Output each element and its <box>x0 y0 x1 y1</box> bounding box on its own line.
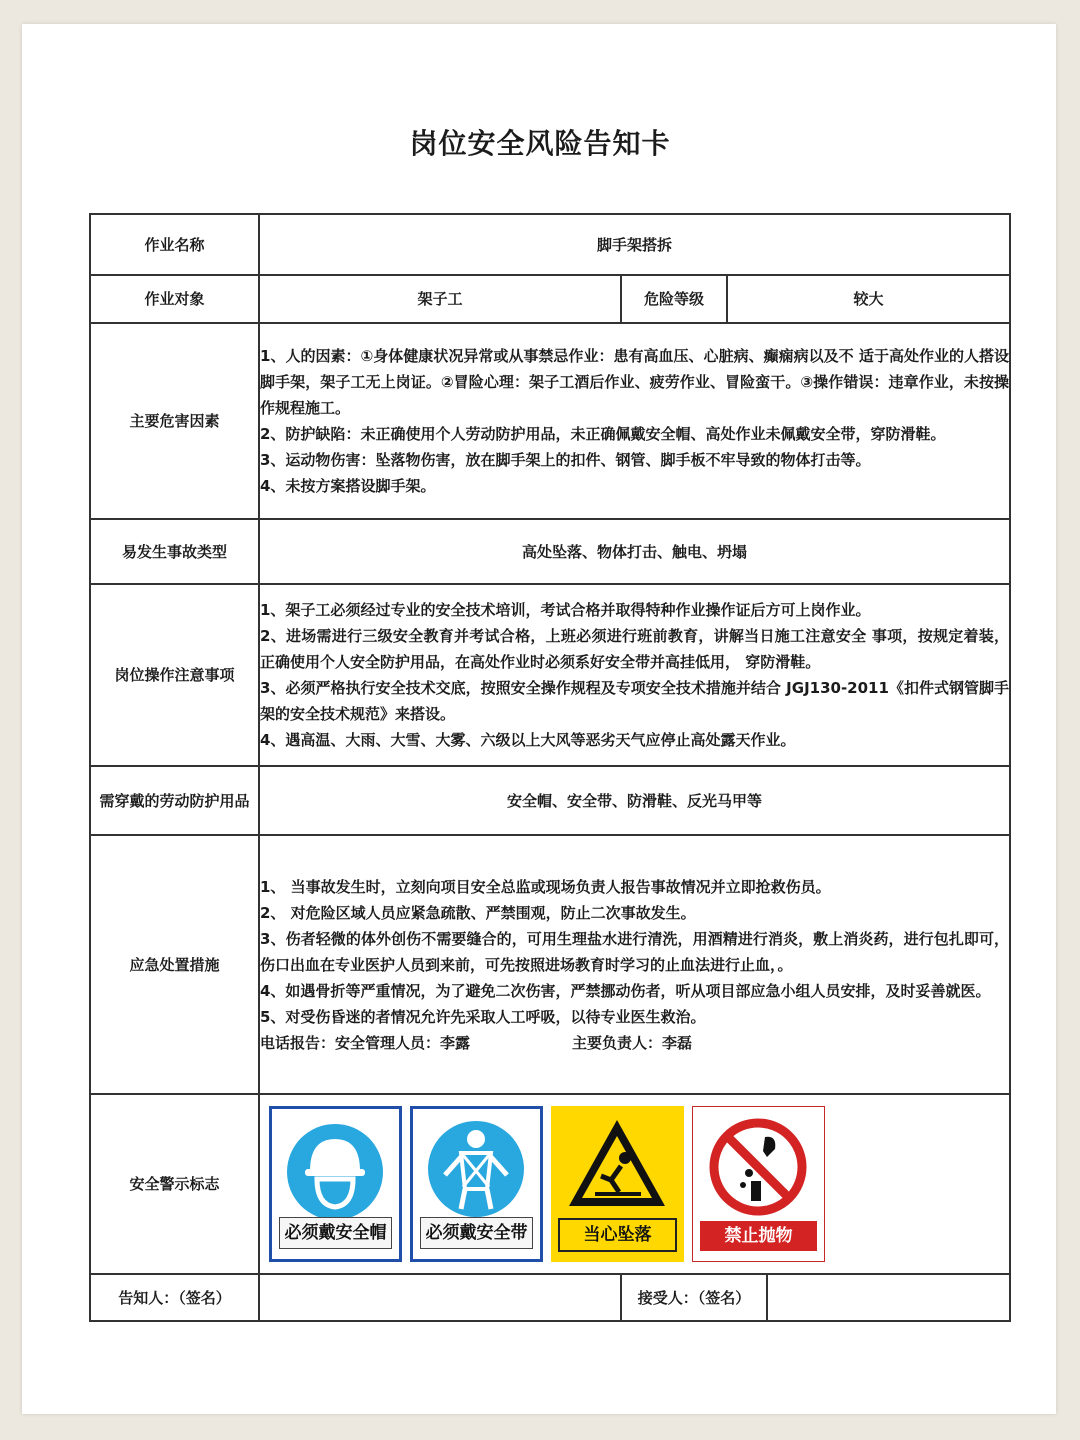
safety-manager-contact: 电话报告：安全管理人员：李露 <box>260 1033 471 1052</box>
safety-harness-icon <box>413 1109 540 1219</box>
emergency-item: 2、 对危险区域人员应紧急疏散、严禁围观，防止二次事故发生。 <box>260 903 696 922</box>
precautions-label: 岗位操作注意事项 <box>90 584 259 766</box>
hard-hat-icon <box>272 1109 399 1219</box>
job-name-label: 作业名称 <box>90 214 259 275</box>
job-name-value: 脚手架搭拆 <box>259 214 1010 275</box>
hazards-content <box>259 323 1010 519</box>
precaution-item: 4、遇高温、大雨、大雪、大雾、六级以上大风等恶劣天气应停止高处露天作业。 <box>260 731 796 749</box>
ppe-label: 需穿戴的劳动防护用品 <box>90 766 259 835</box>
job-object-value: 架子工 <box>259 275 621 323</box>
table-row <box>90 214 1010 275</box>
precautions-content <box>259 584 1010 766</box>
hazards-label: 主要危害因素 <box>90 323 259 519</box>
table-row <box>90 519 1010 584</box>
sign-wear-harness <box>410 1106 543 1262</box>
notifier-signature-field[interactable] <box>259 1274 621 1321</box>
ppe-value: 安全帽、安全带、防滑鞋、反光马甲等 <box>259 766 1010 835</box>
sign-label: 禁止抛物 <box>700 1221 817 1251</box>
receiver-signature-label: 接受人：（签名） <box>621 1274 767 1321</box>
table-row <box>90 584 1010 766</box>
risk-level-value: 较大 <box>727 275 1010 323</box>
table-row <box>90 1274 1010 1321</box>
hazard-item: 1、人的因素：①身体健康状况异常或从事禁忌作业：患有高血压、心脏病、癫痫病以及不 适于高处作业的人搭设脚手架，架子工无上岗证。②冒险心理：架子工酒后作业、疲劳作业、冒险蛮干。③操作错误：违章作业，未按操作规程施工。 <box>260 347 1010 417</box>
emergency-item: 5、对受伤昏迷的者情况允许先采取人工呼吸，以待专业医生救治。 <box>260 1007 706 1026</box>
emergency-item: 1、 当事故发生时，立刻向项目安全总监或现场负责人报告事故情况并立即抢救伤员。 <box>260 877 831 896</box>
notifier-signature-label: 告知人：（签名） <box>90 1274 259 1321</box>
hazard-item: 4、未按方案搭设脚手架。 <box>260 477 436 495</box>
risk-level-label: 危险等级 <box>621 275 727 323</box>
accident-types-value: 高处坠落、物体打击、触电、坍塌 <box>259 519 1010 584</box>
emergency-item: 4、如遇骨折等严重情况，为了避免二次伤害，严禁挪动伤者，听从项目部应急小组人员安排，及时妥善就医。 <box>260 981 991 1000</box>
table-row <box>90 766 1010 835</box>
precaution-item: 1、架子工必须经过专业的安全技术培训，考试合格并取得特种作业操作证后方可上岗作业。 <box>260 601 871 619</box>
risk-card-table <box>89 213 1011 1322</box>
warning-signs-row <box>260 1106 1009 1262</box>
sign-label: 当心坠落 <box>558 1218 677 1252</box>
sign-no-throwing <box>692 1106 825 1262</box>
table-row <box>90 835 1010 1094</box>
page-title: 岗位安全风险告知卡 <box>409 127 671 160</box>
emergency-label: 应急处置措施 <box>90 835 259 1094</box>
emergency-content <box>259 835 1010 1094</box>
sign-label: 必须戴安全帽 <box>279 1217 392 1249</box>
emergency-contact <box>260 1030 1009 1056</box>
no-throwing-icon <box>693 1107 824 1219</box>
principal-contact: 主要负责人：李磊 <box>572 1033 693 1052</box>
hazard-item: 3、运动物伤害：坠落物伤害，放在脚手架上的扣件、钢管、脚手板不牢导致的物体打击等。 <box>260 451 871 469</box>
precaution-item: 2、进场需进行三级安全教育并考试合格，上班必须进行班前教育，讲解当日施工注意安全 事项，按规定着装，正确使用个人安全防护用品，在高处作业时必须系好安全带并高挂低用， 穿防滑鞋。 <box>260 627 1010 671</box>
accident-types-label: 易发生事故类型 <box>90 519 259 584</box>
table-row <box>90 323 1010 519</box>
precaution-item: 3、必须严格执行安全技术交底，按照安全操作规程及专项安全技术措施并结合 JGJ130-2011《扣件式钢管脚手架的安全技术规范》来搭设。 <box>260 679 1010 723</box>
sign-caution-falling <box>551 1106 684 1262</box>
sign-label: 必须戴安全带 <box>420 1217 533 1249</box>
warning-signs-cell <box>259 1094 1010 1274</box>
emergency-item: 3、伤者轻微的体外创伤不需要缝合的，可用生理盐水进行清洗，用酒精进行消炎，敷上消炎药，进行包扎即可，伤口出血在专业医护人员到来前，可先按照进场教育时学习的止血法进行止血，。 <box>260 929 1010 974</box>
warning-signs-label: 安全警示标志 <box>90 1094 259 1274</box>
receiver-signature-field[interactable] <box>767 1274 1010 1321</box>
hazard-item: 2、防护缺陷：未正确使用个人劳动防护用品，未正确佩戴安全帽、高处作业未佩戴安全带，穿防滑鞋。 <box>260 425 946 443</box>
falling-person-icon <box>551 1106 684 1218</box>
table-row <box>90 1094 1010 1274</box>
job-object-label: 作业对象 <box>90 275 259 323</box>
table-row <box>90 275 1010 323</box>
sign-wear-helmet <box>269 1106 402 1262</box>
